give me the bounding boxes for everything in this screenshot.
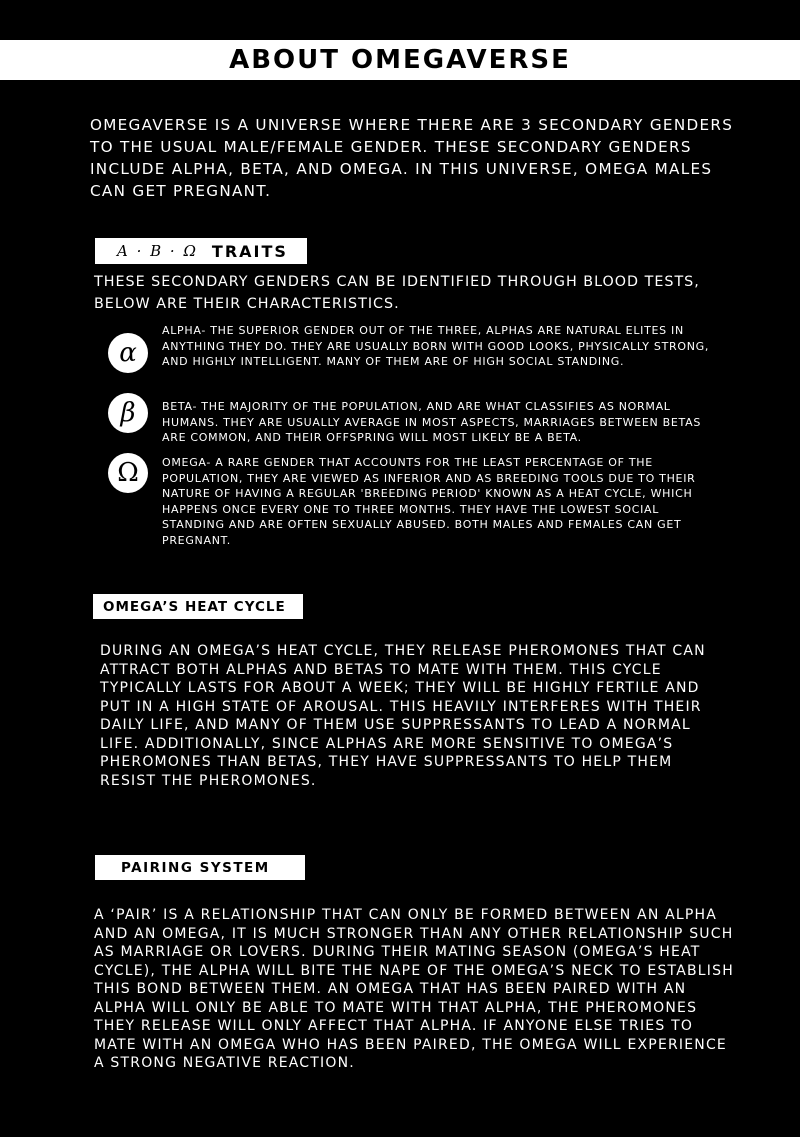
beta-icon: β: [108, 393, 148, 433]
heat-cycle-section-header: [93, 594, 303, 619]
alpha-icon: α: [108, 333, 148, 373]
greek-symbols: Α · Β · Ω: [117, 242, 198, 260]
page-title: ABOUT OMEGAVERSE: [229, 45, 571, 75]
pairing-system-label: PAIRING SYSTEM: [121, 859, 270, 876]
omega-icon: Ω: [108, 453, 148, 493]
heat-cycle-label: OMEGA’S HEAT CYCLE: [103, 598, 286, 615]
intro-paragraph: OMEGAVERSE IS A UNIVERSE WHERE THERE ARE 3 SECONDARY GENDERS TO THE USUAL MALE/FEMALE GENDER. THESE SECONDARY GENDERS INCLUDE ALPHA, BETA, AND OMEGA. IN THIS UNIVERSE, OMEGA MALES CAN GET PREGNANT.: [90, 116, 734, 200]
traits-intro: THESE SECONDARY GENDERS CAN BE IDENTIFIED THROUGH BLOOD TESTS, BELOW ARE THEIR CHARACTERISTICS.: [94, 274, 700, 312]
trait-text-alpha: ALPHA- THE SUPERIOR GENDER OUT OF THE THREE, ALPHAS ARE NATURAL ELITES IN ANYTHING THEY DO. THEY ARE USUALLY BORN WITH GOOD LOOKS, PHYSICALLY STRONG, AND HIGHLY INTELLIGENT. MANY OF THEM ARE OF HIGH SOCIAL STANDING.: [162, 324, 710, 368]
page-title-banner: [0, 40, 800, 80]
traits-section-header: [95, 238, 307, 264]
pairing-system-section-header: [95, 855, 305, 880]
heat-cycle-paragraph: DURING AN OMEGA’S HEAT CYCLE, THEY RELEASE PHEROMONES THAT CAN ATTRACT BOTH ALPHAS AND BETAS TO MATE WITH THEM. THIS CYCLE TYPICALLY LASTS FOR ABOUT A WEEK; THEY WILL BE HIGHLY FERTILE AND PUT IN A HIGH STATE OF AROUSAL. THIS HEAVILY INTERFERES WITH THEIR DAILY LIFE, AND MANY OF THEM USE SUPPRESSANTS TO LEAD A NORMAL LIFE. ADDITIONALLY, SINCE ALPHAS ARE MORE SENSITIVE TO OMEGA’S PHEROMONES THAN BETAS, THEY HAVE SUPPRESSANTS TO HELP THEM RESIST THE PHEROMONES.: [100, 643, 706, 789]
trait-text-beta: BETA- THE MAJORITY OF THE POPULATION, AND ARE WHAT CLASSIFIES AS NORMAL HUMANS. THEY ARE USUALLY AVERAGE IN MOST ASPECTS, MARRIAGES BETWEEN BETAS ARE COMMON, AND THEIR OFFSPRING WILL MOST LIKELY BE A BETA.: [162, 400, 702, 444]
traits-label: TRAITS: [211, 241, 288, 261]
pairing-system-paragraph: A ‘PAIR’ IS A RELATIONSHIP THAT CAN ONLY BE FORMED BETWEEN AN ALPHA AND AN OMEGA, IT IS MUCH STRONGER THAN ANY OTHER RELATIONSHIP SUCH AS MARRIAGE OR LOVERS. DURING THEIR MATING SEASON (OMEGA’S HEAT CYCLE), THE ALPHA WILL BITE THE NAPE OF THE OMEGA’S NECK TO ESTABLISH THIS BOND BETWEEN THEM. AN OMEGA THAT HAS BEEN PAIRED WITH AN ALPHA WILL ONLY BE ABLE TO MATE WITH THAT ALPHA, THE PHEROMONES THEY RELEASE WILL ONLY AFFECT THAT ALPHA. IF ANYONE ELSE TRIES TO MATE WITH AN OMEGA WHO HAS BEEN PAIRED, THE OMEGA WILL EXPERIENCE A STRONG NEGATIVE REACTION.: [94, 907, 734, 1071]
trait-text-omega: OMEGA- A RARE GENDER THAT ACCOUNTS FOR THE LEAST PERCENTAGE OF THE POPULATION, THEY ARE VIEWED AS INFERIOR AND AS BREEDING TOOLS DUE TO THEIR NATURE OF HAVING A REGULAR 'BREEDING PERIOD' KNOWN AS A HEAT CYCLE, WHICH HAPPENS ONCE EVERY ONE TO THREE MONTHS. THEY HAVE THE LOWEST SOCIAL STANDING AND ARE OFTEN SEXUALLY ABUSED. BOTH MALES AND FEMALES CAN GET PREGNANT.: [162, 456, 696, 547]
